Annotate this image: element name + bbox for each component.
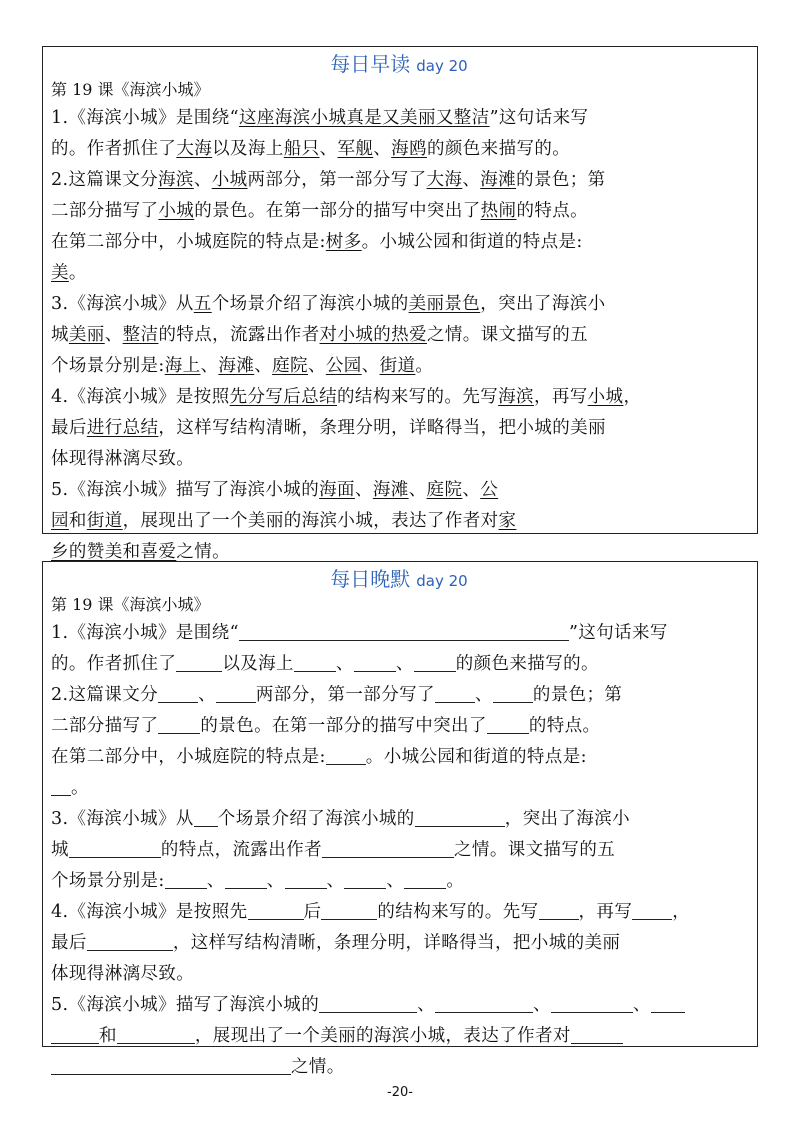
q1-line-1 (51, 103, 747, 134)
text-segment: 的结构来写的。先写 (337, 387, 499, 407)
text-segment: ，再写 (533, 387, 588, 407)
text-segment: 、 (386, 871, 405, 891)
blank[interactable] (435, 994, 533, 1013)
text-segment: 之情。课文描写的五 (426, 325, 589, 345)
day-label: day 20 (416, 57, 468, 75)
answer: 小城 (587, 387, 624, 407)
text-segment: 之情。 (176, 542, 231, 562)
answer: 海鸥 (391, 139, 427, 159)
text-segment: 、 (307, 356, 326, 376)
text-segment: 、 (354, 480, 373, 500)
blank[interactable] (539, 901, 579, 920)
text-segment: 在第二部分中，小城庭院的特点是: (51, 747, 326, 767)
text-segment: 5.《海滨小城》描写了海滨小城的 (51, 995, 320, 1015)
blank[interactable] (51, 1056, 291, 1075)
q3-line-3 (51, 866, 747, 897)
text-segment: 1.《海滨小城》是围绕“ (51, 108, 239, 128)
text-segment: 。 (71, 778, 89, 798)
blank[interactable] (435, 684, 475, 703)
answer: 公园 (325, 356, 362, 376)
text-segment: 的景色；第 (532, 685, 623, 705)
answer: 军舰 (337, 139, 374, 159)
blank[interactable] (354, 653, 396, 672)
title-text: 每日晚默 (330, 567, 411, 591)
title-text: 每日早读 (330, 52, 411, 76)
text-segment: 、 (533, 995, 551, 1015)
blank[interactable] (225, 870, 267, 889)
text-segment: 、 (326, 871, 345, 891)
q2-line-1 (51, 165, 747, 196)
text-segment: 、 (319, 139, 338, 159)
text-segment: 的颜色来描写的。 (455, 654, 599, 674)
text-segment: 的。作者抓住了 (51, 139, 177, 159)
text-segment: 最后 (51, 418, 87, 438)
text-segment: 、 (254, 356, 273, 376)
q4-line-3 (51, 444, 747, 475)
text-segment: 、 (193, 170, 212, 190)
answer: 乡的赞美和喜爱 (51, 542, 177, 562)
text-segment: 。小城公园和街道的特点是: (361, 232, 583, 252)
card-title (51, 566, 747, 594)
blank[interactable] (404, 870, 446, 889)
text-segment: ，展现出了一个美丽的海滨小城，表达了作者对 (194, 1026, 571, 1046)
text-segment: 1.《海滨小城》是围绕“ (51, 623, 239, 643)
answer: 海面 (319, 480, 355, 500)
q1-line-2 (51, 649, 747, 680)
text-segment: 2.这篇课文分 (51, 170, 158, 190)
answer: 海上 (164, 356, 201, 376)
answer: 美 (51, 263, 69, 283)
answer: 整洁 (122, 325, 159, 345)
text-segment: 之情。 (291, 1057, 345, 1077)
q5-line-1 (51, 990, 747, 1021)
answer: 船只 (283, 139, 320, 159)
blank[interactable] (216, 684, 256, 703)
blank[interactable] (176, 653, 222, 672)
blank[interactable] (415, 808, 505, 827)
blank[interactable] (239, 622, 569, 641)
text-segment: 两部分，第一部分写了 (247, 170, 427, 190)
text-segment: 的结构来写的。先写 (377, 902, 539, 922)
q3-line-1 (51, 289, 747, 320)
answer: 树多 (325, 232, 362, 252)
text-segment: 的特点，流露出作者 (160, 840, 323, 860)
lesson-title: 第 19 课《海滨小城》 (51, 80, 210, 99)
answer: 海滨 (498, 387, 534, 407)
q5-line-1 (51, 475, 747, 506)
text-segment: 、 (361, 356, 380, 376)
q3-line-1 (51, 804, 747, 835)
answer: 热闹 (480, 201, 517, 221)
text-segment: 。 (68, 263, 87, 283)
q2-line-2 (51, 196, 747, 227)
q2-line-4 (51, 258, 747, 289)
text-segment: 。 (415, 356, 434, 376)
q4-line-1 (51, 382, 747, 413)
answer: 公 (480, 480, 499, 500)
text-segment: 、 (395, 654, 414, 674)
text-segment: ，突出了海滨小 (504, 809, 631, 829)
answer: 先分写后总结 (229, 387, 338, 407)
blank[interactable] (165, 870, 207, 889)
q2-line-2 (51, 711, 747, 742)
blank[interactable] (326, 746, 366, 765)
text-segment: 、 (266, 871, 285, 891)
morning-reading-card (42, 46, 758, 562)
q5-line-2 (51, 506, 747, 537)
lesson-title: 第 19 课《海滨小城》 (51, 595, 210, 614)
q4-line-2 (51, 928, 747, 959)
text-segment: 、 (200, 356, 219, 376)
q3-line-2 (51, 835, 747, 866)
q3-line-2 (51, 320, 747, 351)
q4-line-2 (51, 413, 747, 444)
evening-dictation-card (42, 561, 758, 1077)
answer: 大海 (426, 170, 463, 190)
text-segment: ，再写 (578, 902, 633, 922)
card-title (51, 51, 747, 79)
text-segment: 体现得淋漓尽致。 (51, 964, 195, 984)
text-segment: 。 (446, 871, 465, 891)
text-segment: 后 (303, 902, 322, 922)
blank[interactable] (158, 684, 198, 703)
text-segment: 2.这篇课文分 (51, 685, 158, 705)
text-segment: 的特点。 (528, 716, 601, 736)
q4-line-3 (51, 959, 747, 990)
text-segment: 、 (408, 480, 427, 500)
answer: 海滩 (480, 170, 517, 190)
q4-line-1 (51, 897, 747, 928)
blank[interactable] (51, 1025, 99, 1044)
text-segment: 的颜色来描写的。 (426, 139, 571, 159)
text-segment: 城 (51, 840, 69, 860)
text-segment: 体现得淋漓尽致。 (51, 449, 195, 469)
text-segment: ”这句话来写 (568, 623, 668, 643)
blank[interactable] (321, 901, 377, 920)
text-segment: 4.《海滨小城》是按照 (51, 387, 230, 407)
text-segment: 在第二部分中，小城庭院的特点是: (51, 232, 326, 252)
blank[interactable] (551, 994, 633, 1013)
q2-line-1 (51, 680, 747, 711)
blank[interactable] (51, 777, 71, 796)
blank[interactable] (158, 715, 200, 734)
answer: 海滩 (372, 480, 409, 500)
text-segment: 和 (68, 511, 87, 531)
day-label: day 20 (416, 572, 468, 590)
text-segment: 、 (462, 480, 481, 500)
text-segment: 最后 (51, 933, 87, 953)
blank[interactable] (69, 839, 161, 858)
answer: 对小城的热爱 (319, 325, 427, 345)
q1-line-2 (51, 134, 747, 165)
text-segment: 两部分，第一部分写了 (255, 685, 435, 705)
text-segment: 的。作者抓住了 (51, 654, 177, 674)
text-segment: 和 (99, 1026, 117, 1046)
blank[interactable] (414, 653, 456, 672)
text-segment: 二部分描写了 (51, 201, 159, 221)
blank[interactable] (344, 870, 386, 889)
q5-line-3 (51, 1052, 747, 1083)
text-segment: ， (623, 387, 642, 407)
text-segment: 个场景分别是: (51, 356, 165, 376)
answer: 海滩 (218, 356, 255, 376)
text-segment: 的景色。在第一部分的描写中突出了 (194, 201, 481, 221)
blank[interactable] (285, 870, 327, 889)
text-segment: 、 (198, 685, 216, 705)
text-segment: 的景色。在第一部分的描写中突出了 (200, 716, 487, 736)
text-segment: 的景色；第 (516, 170, 606, 190)
text-segment: 3.《海滨小城》从 (51, 294, 194, 314)
text-segment: 的特点。 (516, 201, 589, 221)
text-segment: 二部分描写了 (51, 716, 159, 736)
text-segment: 、 (206, 871, 225, 891)
text-segment: 城 (51, 325, 69, 345)
text-segment: 、 (104, 325, 123, 345)
text-segment: ，这样写结构清晰，条理分明，详略得当，把小城的美丽 (172, 933, 621, 953)
q3-line-3 (51, 351, 747, 382)
text-segment: 个场景介绍了海滨小城的 (211, 294, 409, 314)
q2-line-3 (51, 227, 747, 258)
blank[interactable] (651, 994, 685, 1013)
blank[interactable] (493, 684, 533, 703)
text-segment: 个场景介绍了海滨小城的 (217, 809, 415, 829)
answer: 家 (498, 511, 517, 531)
answer: 大海 (176, 139, 213, 159)
answer: 进行总结 (86, 418, 159, 438)
blank[interactable] (117, 1025, 195, 1044)
blank[interactable] (487, 715, 529, 734)
text-segment: 5.《海滨小城》描写了海滨小城的 (51, 480, 320, 500)
blank[interactable] (194, 808, 218, 827)
blank[interactable] (322, 839, 454, 858)
answer: 庭院 (426, 480, 463, 500)
q2-line-4 (51, 773, 747, 804)
text-segment: ，突出了海滨小 (480, 294, 606, 314)
text-segment: 的特点，流露出作者 (158, 325, 320, 345)
answer: 庭院 (272, 356, 308, 376)
text-segment: 个场景分别是: (51, 871, 165, 891)
blank[interactable] (87, 932, 173, 951)
text-segment: 4.《海滨小城》是按照先 (51, 902, 248, 922)
text-segment: 3.《海滨小城》从 (51, 809, 194, 829)
text-segment: 。小城公园和街道的特点是: (365, 747, 587, 767)
answer: 海滨 (158, 170, 194, 190)
answer: 这座海滨小城真是又美丽又整洁 (238, 108, 490, 128)
text-segment: ，这样写结构清晰，条理分明，详略得当，把小城的美丽 (158, 418, 606, 438)
text-segment: 、 (474, 685, 493, 705)
answer: 园 (51, 511, 69, 531)
answer: 小城 (158, 201, 195, 221)
blank[interactable] (571, 1025, 623, 1044)
text-segment: 、 (417, 995, 436, 1015)
answer: 五 (193, 294, 212, 314)
text-segment: ， (672, 902, 691, 922)
q2-line-3 (51, 742, 747, 773)
text-segment: ，展现出了一个美丽的海滨小城，表达了作者对 (122, 511, 499, 531)
blank[interactable] (248, 901, 304, 920)
answer: 小城 (211, 170, 248, 190)
text-segment: 之情。课文描写的五 (454, 840, 616, 860)
page-number: -20- (387, 1085, 413, 1100)
answer: 美丽景色 (408, 294, 481, 314)
blank[interactable] (294, 653, 336, 672)
q5-line-2 (51, 1021, 747, 1052)
text-segment: 、 (462, 170, 481, 190)
text-segment: 、 (632, 995, 651, 1015)
text-segment: 、 (335, 654, 354, 674)
answer: 美丽 (68, 325, 105, 345)
blank[interactable] (632, 901, 672, 920)
blank[interactable] (319, 994, 417, 1013)
text-segment: 以及海上 (222, 654, 294, 674)
text-segment: ”这句话来写 (489, 108, 589, 128)
q1-line-1 (51, 618, 747, 649)
answer: 街道 (379, 356, 416, 376)
answer: 街道 (86, 511, 123, 531)
text-segment: 以及海上 (212, 139, 284, 159)
text-segment: 、 (373, 139, 392, 159)
